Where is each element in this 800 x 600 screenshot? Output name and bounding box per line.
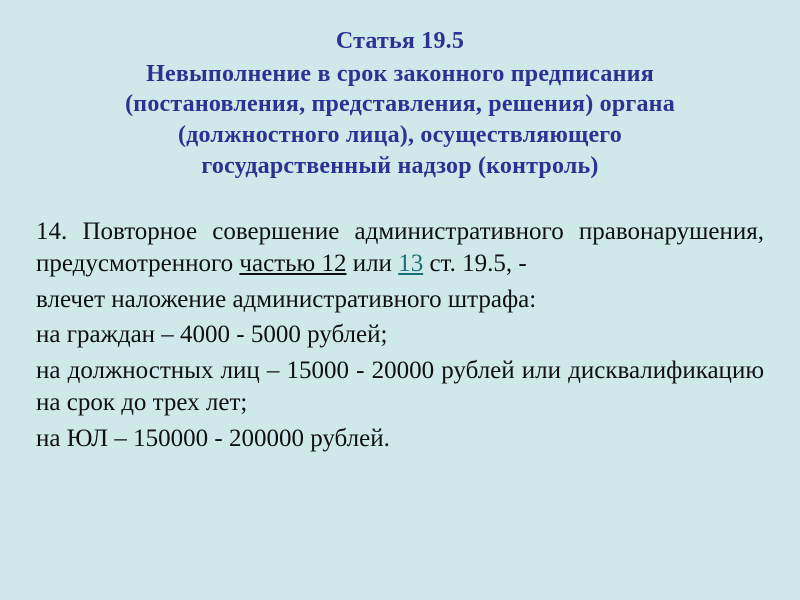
title-line-2: Невыполнение в срок законного предписания — [146, 60, 654, 87]
title-line-5: государственный надзор (контроль) — [201, 152, 599, 179]
link-part-13[interactable]: 13 — [398, 250, 424, 278]
title-line-3: (постановления, представления, решения) органа — [125, 91, 675, 118]
slide-title — [36, 26, 764, 182]
paragraph-item-14-text-part1: 14. Повторное совершение административного правонарушения, предусмотренного — [36, 217, 764, 278]
paragraph-legal-entities-fine: на ЮЛ – 150000 - 200000 рублей. — [36, 424, 390, 452]
paragraph-item-14-middle: или — [346, 250, 399, 278]
title-line-4: (должностного лица), осуществляющего — [177, 122, 623, 149]
paragraph-officials-fine: на должностных лиц – 15000 - 20000 рублей или дисквалификацию на срок до трех лет; — [36, 356, 764, 417]
paragraph-item-14-text-part2: ст. 19.5, - — [423, 250, 527, 278]
paragraph-item-14 — [36, 216, 764, 281]
paragraph-penalty-intro: влечет наложение административного штрафа: — [36, 285, 537, 313]
paragraph-citizens-fine: на граждан – 4000 - 5000 рублей; — [36, 321, 388, 349]
link-part-12[interactable]: частью 12 — [239, 250, 347, 278]
title-line-1: Статья 19.5 — [335, 28, 465, 54]
slide-body — [36, 216, 764, 456]
